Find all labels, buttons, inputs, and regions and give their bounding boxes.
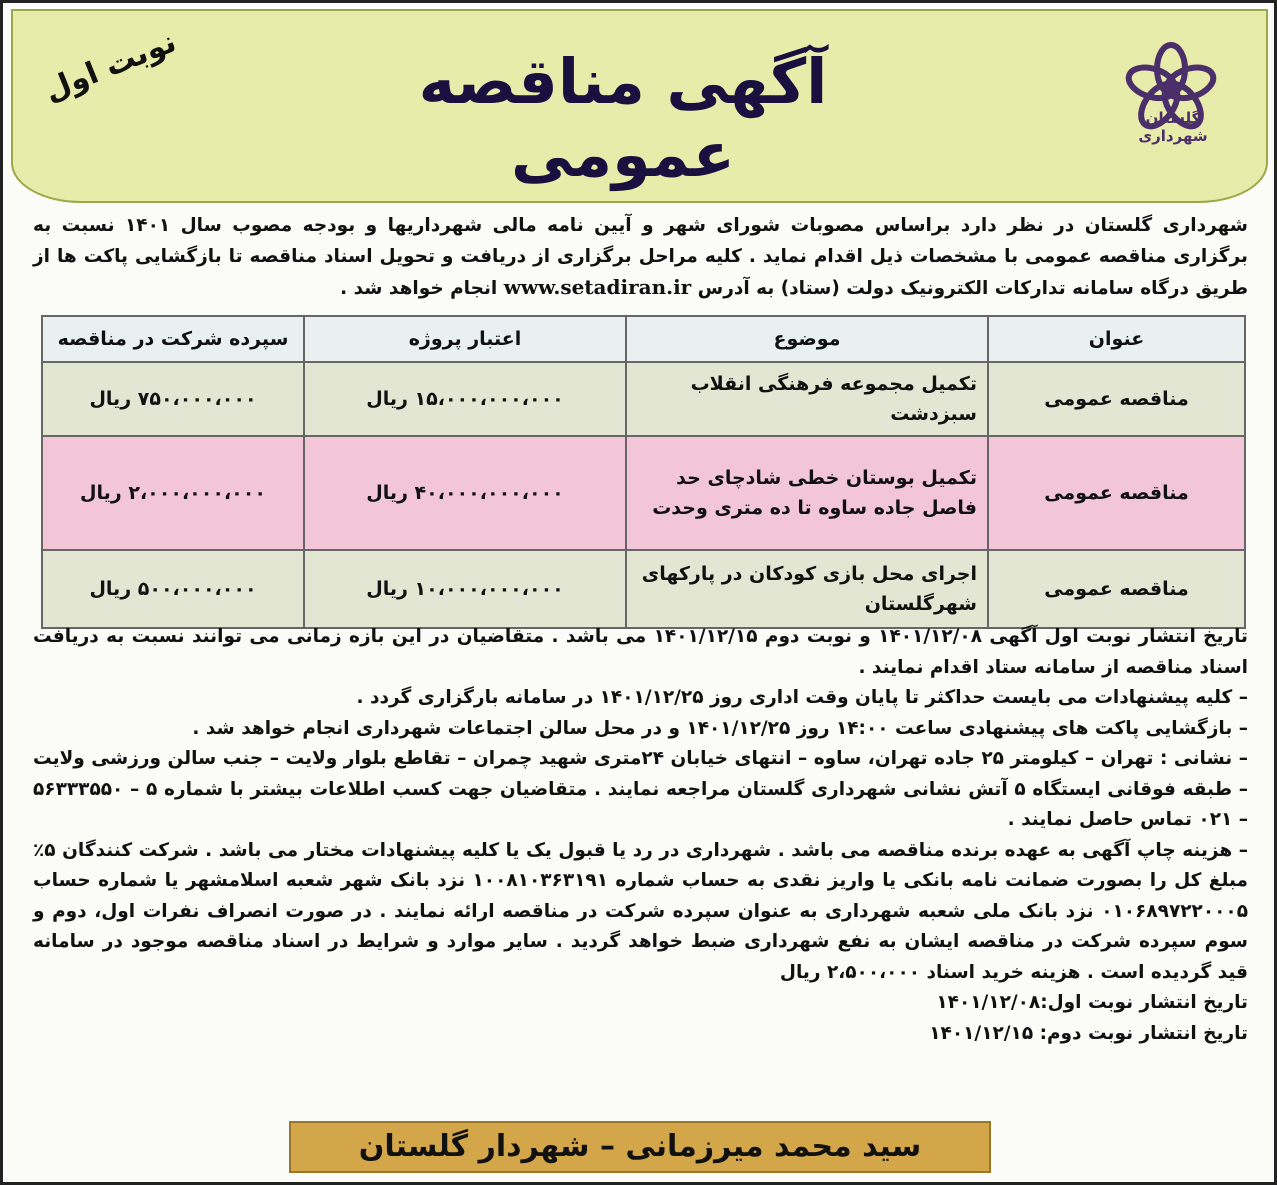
conditions-paragraph: – هزینه چاپ آگهی به عهده برنده مناقصه می باشد . شهرداری در رد یا قبول یک یا کلیه پیشنهادات مختار می باشد . شرکت کنندگان ۵٪ مبلغ کل را بصورت ضمانت نامه بانکی یا واریز نقدی به حساب شماره ۱۰۰۸۱۰۳۶۳۱۹۱ نزد بانک شهر شعبه اسلامشهر یا شماره حساب ۰۱۰۶۸۹۷۲۲۰۰۰۵ نزد بانک ملی شعبه شهرداری به عنوان سپرده شرکت در مناقصه ارائه نمایند . در صورت انصراف نفرات اول، دوم و سوم سپرده شرکت در مناقصه ایشان به نفع شهرداری ضبط خواهد گردید . سایر موارد و شرایط در اسناد مناقصه موجود در سامانه قید گردیده است . هزینه خرید اسناد ۲،۵۰۰،۰۰۰ ریال [33,839,1248,983]
table-row [42,436,1245,550]
signature-bar: سید محمد میرزمانی – شهردار گلستان [289,1121,991,1173]
participation-deposit: ۵۰۰،۰۰۰،۰۰۰ ریال [42,550,304,628]
opening-time: – بازگشایی پاکت های پیشنهادی ساعت ۱۴:۰۰ روز ۱۴۰۱/۱۲/۲۵ و در محل سالن اجتماعات شهرداری انجام خواهد شد . [192,717,1248,739]
first-round-badge: نوبت اول [39,24,182,109]
project-budget: ۴۰،۰۰۰،۰۰۰،۰۰۰ ریال [304,436,626,550]
submission-deadline: – کلیه پیشنهادات می بایست حداکثر تا پایان وقت اداری روز ۱۴۰۱/۱۲/۲۵ در سامانه بارگزاری گردد . [356,687,1248,708]
tender-subject: تکمیل بوستان خطی شادچای حد فاصل جاده ساوه تا ده متری وحدت [626,436,988,550]
table-row [42,550,1245,628]
col-budget-header: اعتبار پروژه [304,316,626,362]
tender-subject: اجرای محل بازی کودکان در پارکهای شهرگلستان [626,550,988,628]
second-publication-date: تاریخ انتشار نوبت دوم: ۱۴۰۱/۱۲/۱۵ [929,1022,1248,1044]
first-publication-date: تاریخ انتشار نوبت اول:۱۴۰۱/۱۲/۰۸ [936,992,1248,1013]
tender-table [41,315,1246,629]
details-section [33,622,1248,1049]
header-banner [11,9,1268,203]
address-paragraph: – نشانی : تهران – کیلومتر ۲۵ جاده تهران، ساوه – انتهای خیابان ۲۴متری شهید چمران – تقاطع بلوار ولایت – جنب سالن ورزشی ولایت – طبقه فوقانی ایستگاه ۵ آتش نشانی شهرداری گلستان مراجعه نمایند . متقاضیان جهت کسب اطلاعات بیشتر با شماره ۵ – ۵۶۳۳۳۵۵۰ – ۰۲۱ تماس حاصل نمایند . [33,748,1248,830]
col-subject-header: موضوع [626,316,988,362]
notice-title: آگهی مناقصه عمومی [418,45,828,191]
tender-type: مناقصه عمومی [988,362,1245,436]
logo-text: گلستان شهرداری [1138,109,1208,145]
project-budget: ۱۵،۰۰۰،۰۰۰،۰۰۰ ریال [304,362,626,436]
participation-deposit: ۷۵۰،۰۰۰،۰۰۰ ریال [42,362,304,436]
publication-dates-paragraph: تاریخ انتشار نوبت اول آگهی ۱۴۰۱/۱۲/۰۸ و نوبت دوم ۱۴۰۱/۱۲/۱۵ می باشد . متقاضیان در این بازه زمانی می توانند نسبت به دریافت اسناد مناقصه از سامانه ستاد اقدام نمایند . [33,626,1248,678]
table-row [42,362,1245,436]
setad-website-link[interactable]: www.setadiran.ir [503,275,692,299]
table-header-row [42,316,1245,362]
tender-type: مناقصه عمومی [988,550,1245,628]
col-title-header: عنوان [988,316,1245,362]
col-deposit-header: سپرده شرکت در مناقصه [42,316,304,362]
participation-deposit: ۲،۰۰۰،۰۰۰،۰۰۰ ریال [42,436,304,550]
tender-type: مناقصه عمومی [988,436,1245,550]
tender-subject: تکمیل مجموعه فرهنگی انقلاب سبزدشت [626,362,988,436]
intro-paragraph: شهرداری گلستان در نظر دارد براساس مصوبات شورای شهر و آیین نامه مالی شهرداریها و بودجه مصوب سال ۱۴۰۱ نسبت به برگزاری مناقصه عمومی با مشخصات ذیل اقدام نماید . کلیه مراحل برگزاری از دریافت و تحویل اسناد مناقصه تا بازگشایی پاکت ها از طریق درگاه سامانه تدارکات الکترونیک دولت (ستاد) به آدرس www.setadiran.ir انجام خواهد شد . [33,215,1248,299]
project-budget: ۱۰،۰۰۰،۰۰۰،۰۰۰ ریال [304,550,626,628]
